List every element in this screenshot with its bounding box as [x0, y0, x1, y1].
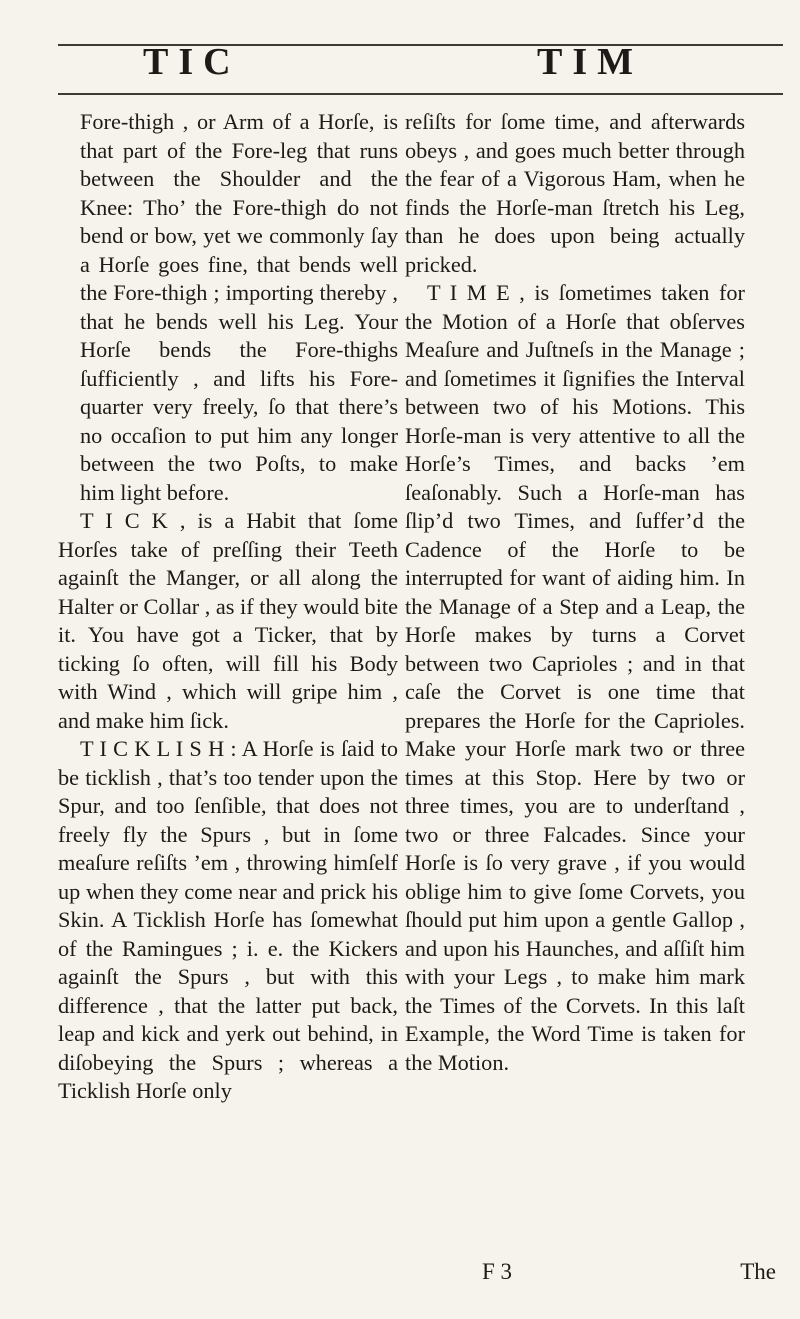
entry-ticklish-continued: reſiſts for ſome time, and afterwards obeys , and goes much better through the fear of a Vigorous Ham, when he finds the Horſe-man ſtretch his Leg, than he does upon being actually pricked.: [405, 109, 745, 277]
entry-ticklish: T I C K L I S H : A Horſe is ſaid to be ticklish , that’s too tender upon the Spur, and too ſenſible, that does not freely fly the Spurs , but in ſome meaſure reſiſts ’em , throwing himſelf up when they come near and prick his Skin. A Ticklish Horſe has ſomewhat of the Ramingues ; i. e. the Kickers againſt the Spurs , but with this difference , that the latter put back, leap and kick and yerk out behind, in diſobeying the Spurs ; whereas a Ticklish Horſe only: [58, 736, 398, 1103]
running-head-right: TIM: [537, 41, 643, 83]
running-head-left: TIC: [143, 41, 241, 83]
right-column: [405, 108, 745, 1077]
header-rule: [58, 93, 783, 95]
entry-tick: T I C K , is a Habit that ſome Horſes take of preſſing their Teeth againſt the Manger, or all along the Halter or Collar , as if they would bite it. You have got a Ticker, that by ticking ſo often, will fill his Body with Wind , which will gripe him , and make him ſick.: [58, 508, 398, 733]
left-column: [58, 108, 398, 1106]
catchword: The: [740, 1259, 776, 1284]
page-footer: [405, 1259, 778, 1289]
entry-time: T I M E , is ſometimes taken for the Motion of a Horſe that obſerves Meaſure and Juſtneſs in the Manage ; and ſometimes it ſignifies the Interval between two of his Motions. This Horſe-man is very attentive to all the Horſe’s Times, and backs ’em ſeaſonably. Such a Horſe-man has ſlip’d two Times, and ſuffer’d the Cadence of the Horſe to be interrupted for want of aiding him. In the Manage of a Step and a Leap, the Horſe makes by turns a Corvet between two Caprioles ; and in that caſe the Corvet is one time that prepares the Horſe for the Caprioles. Make your Horſe mark two or three times at this Stop. Here by two or three times, you are to underſtand , two or three Falcades. Since your Horſe is ſo very grave , if you would oblige him to give ſome Corvets, you ſhould put him upon a gentle Gallop , and upon his Haunches, and aſſiſt him with your Legs , to make him mark the Times of the Corvets. In this laſt Example, the Word Time is taken for the Motion.: [405, 280, 745, 1075]
running-header: [0, 42, 800, 82]
signature-mark: F 3: [482, 1259, 513, 1284]
entry-fore-thigh: Fore-thigh , or Arm of a Horſe, is that part of the Fore-leg that runs between the Shoulder and the Knee: Tho’ the Fore-thigh do not bend or bow, yet we commonly ſay a Horſe goes fine, that bends well the Fore-thigh ; importing thereby , that he bends well his Leg. Your Horſe bends the Fore-thighs ſufficiently , and lifts his Fore-quarter very freely, ſo that there’s no occaſion to put him any longer between the two Poſts, to make him light before.: [80, 109, 398, 505]
